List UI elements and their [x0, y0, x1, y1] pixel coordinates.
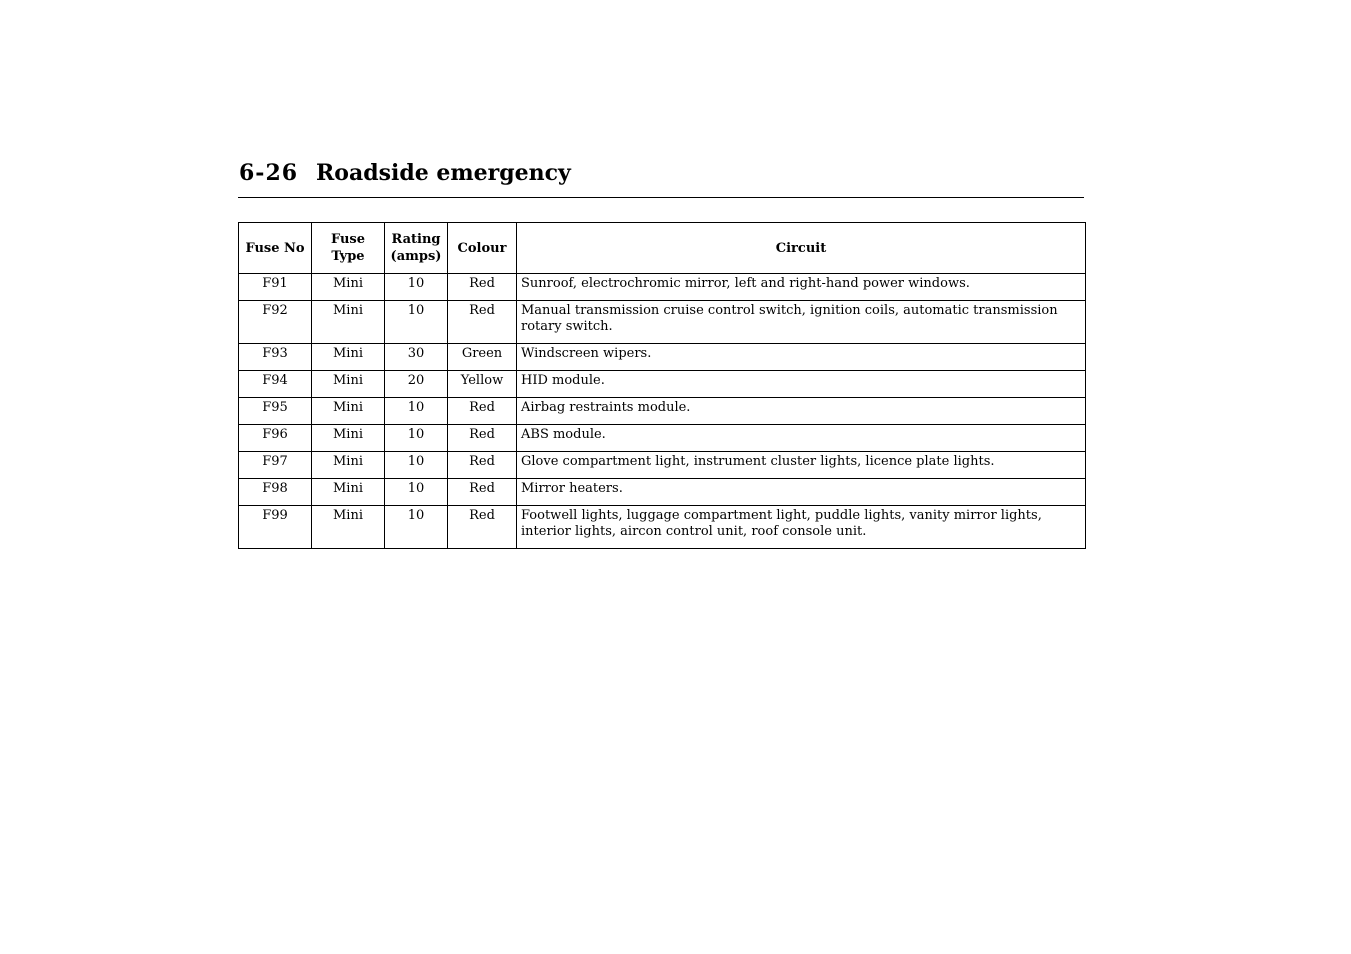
cell-colour: Red — [448, 479, 517, 506]
table-row — [239, 425, 1086, 452]
fuse-table — [238, 222, 1086, 549]
cell-fuse-no: F92 — [239, 301, 312, 344]
cell-fuse-no: F98 — [239, 479, 312, 506]
cell-fuse-type: Mini — [312, 452, 385, 479]
table-row — [239, 398, 1086, 425]
cell-fuse-type: Mini — [312, 344, 385, 371]
cell-colour: Red — [448, 398, 517, 425]
cell-circuit: Manual transmission cruise control switch, ignition coils, automatic transmission rotary switch. — [517, 301, 1086, 344]
cell-fuse-type: Mini — [312, 371, 385, 398]
table-row — [239, 479, 1086, 506]
column-header-fuse-type — [312, 223, 385, 274]
column-header-rating — [385, 223, 448, 274]
cell-rating: 10 — [385, 301, 448, 344]
section-title: Roadside emergency — [316, 160, 571, 186]
column-header-rating-line2: (amps) — [390, 249, 442, 264]
table-row — [239, 506, 1086, 549]
cell-fuse-type: Mini — [312, 479, 385, 506]
cell-circuit: Mirror heaters. — [517, 479, 1086, 506]
table-row — [239, 452, 1086, 479]
cell-fuse-type: Mini — [312, 301, 385, 344]
table-row — [239, 344, 1086, 371]
cell-circuit: Airbag restraints module. — [517, 398, 1086, 425]
cell-colour: Red — [448, 506, 517, 549]
cell-colour: Red — [448, 452, 517, 479]
table-header-row — [239, 223, 1086, 274]
table-row — [239, 301, 1086, 344]
cell-rating: 30 — [385, 344, 448, 371]
page-header — [238, 158, 1084, 198]
column-header-circuit: Circuit — [517, 223, 1086, 274]
cell-colour: Red — [448, 301, 517, 344]
cell-rating: 20 — [385, 371, 448, 398]
cell-fuse-no: F97 — [239, 452, 312, 479]
cell-fuse-no: F93 — [239, 344, 312, 371]
column-header-fuse-no: Fuse No — [239, 223, 312, 274]
cell-rating: 10 — [385, 425, 448, 452]
table-row — [239, 274, 1086, 301]
cell-fuse-no: F91 — [239, 274, 312, 301]
cell-rating: 10 — [385, 479, 448, 506]
column-header-fuse-type-line2: Type — [331, 249, 365, 264]
cell-circuit: Footwell lights, luggage compartment light, puddle lights, vanity mirror lights, interior lights, aircon control unit, roof console unit. — [517, 506, 1086, 549]
cell-fuse-no: F94 — [239, 371, 312, 398]
table-row — [239, 371, 1086, 398]
cell-fuse-type: Mini — [312, 398, 385, 425]
cell-rating: 10 — [385, 452, 448, 479]
column-header-fuse-type-line1: Fuse — [330, 232, 366, 247]
cell-circuit: Windscreen wipers. — [517, 344, 1086, 371]
cell-colour: Green — [448, 344, 517, 371]
column-header-rating-line1: Rating — [391, 232, 441, 247]
cell-rating: 10 — [385, 506, 448, 549]
cell-colour: Yellow — [448, 371, 517, 398]
cell-fuse-no: F96 — [239, 425, 312, 452]
cell-circuit: Glove compartment light, instrument cluster lights, licence plate lights. — [517, 452, 1086, 479]
cell-rating: 10 — [385, 274, 448, 301]
cell-colour: Red — [448, 425, 517, 452]
cell-circuit: ABS module. — [517, 425, 1086, 452]
cell-fuse-type: Mini — [312, 274, 385, 301]
cell-fuse-type: Mini — [312, 425, 385, 452]
cell-colour: Red — [448, 274, 517, 301]
cell-circuit: Sunroof, electrochromic mirror, left and right-hand power windows. — [517, 274, 1086, 301]
cell-rating: 10 — [385, 398, 448, 425]
cell-fuse-no: F99 — [239, 506, 312, 549]
page-number: 6-26 — [239, 160, 299, 186]
cell-fuse-no: F95 — [239, 398, 312, 425]
column-header-colour: Colour — [448, 223, 517, 274]
cell-circuit: HID module. — [517, 371, 1086, 398]
cell-fuse-type: Mini — [312, 506, 385, 549]
